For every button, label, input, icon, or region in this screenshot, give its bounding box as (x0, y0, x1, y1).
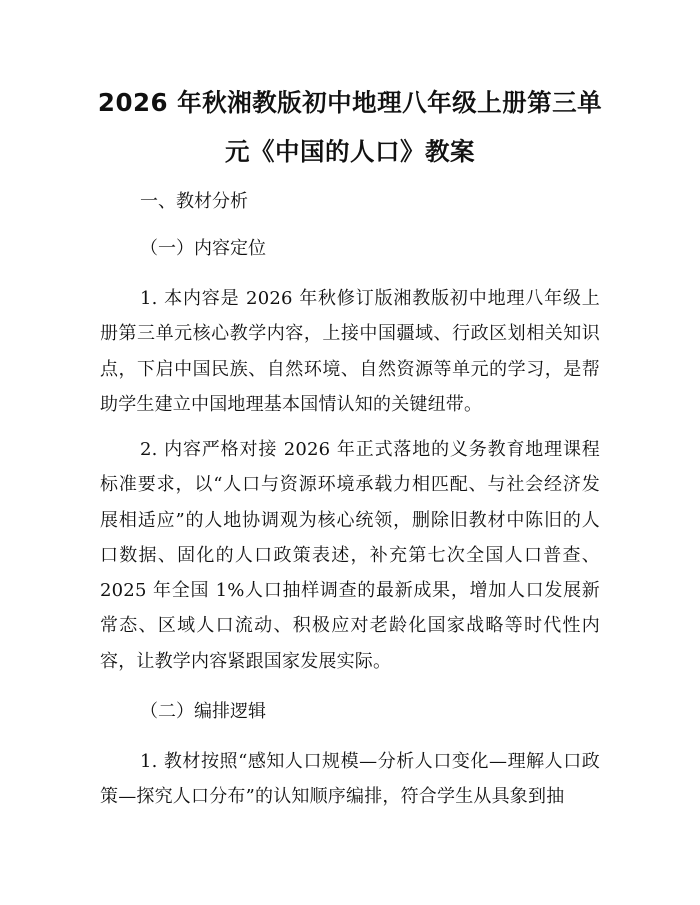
paragraph-content-positioning-2: 2. 内容严格对接 2026 年正式落地的义务教育地理课程标准要求，以“人口与资源环境承载力相匹配、与社会经济发展相适应”的人地协调观为核心统领，删除旧教材中陈旧的人口数据、固化的人口政策表述，补充第七次全国人口普查、2025 年全国 1%人口抽样调查的最新成果，增加人口发展新常态、区域人口流动、积极应对老龄化国家战略等时代性内容，让教学内容紧跟国家发展实际。 (100, 439, 600, 672)
subsection-heading-arrangement-logic: （二）编排逻辑 (140, 701, 266, 722)
subsection-heading-content-positioning: （一）内容定位 (140, 238, 266, 259)
paragraph-arrangement-logic-1: 1. 教材按照“感知人口规模—分析人口变化—理解人口政策—探究人口分布”的认知顺序编排，符合学生从具象到抽 (100, 751, 600, 808)
section-heading-textbook-analysis: 一、教材分析 (140, 191, 248, 212)
document-title: 2026 年秋湘教版初中地理八年级上册第三单元《中国的人口》教案 (97, 88, 603, 166)
paragraph-content-positioning-1: 1. 本内容是 2026 年秋修订版湘教版初中地理八年级上册第三单元核心教学内容，上接中国疆域、行政区划相关知识点，下启中国民族、自然环境、自然资源等单元的学习，是帮助学生建立中国地理基本国情认知的关键纽带。 (100, 288, 600, 415)
